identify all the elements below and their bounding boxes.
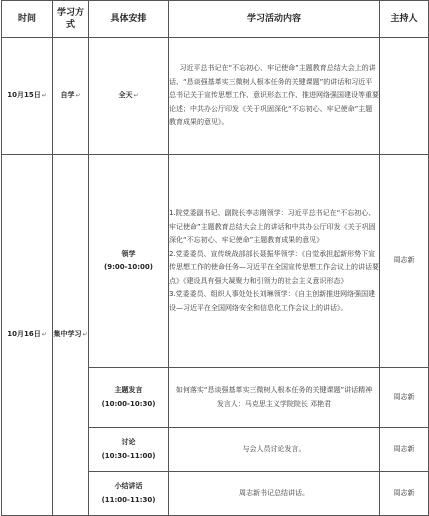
session1-item-3: 3.党委委员、组织人事处处长刘琳领学：《自主创新推进网络强国建设—习近平在全国网络安全和信息化工作会议上的讲话》。: [169, 290, 376, 312]
day1-mode: 自学↵: [53, 38, 89, 155]
session1-host: 周志新: [380, 155, 429, 368]
session3-content: 与会人员讨论发言。: [169, 428, 380, 472]
day2-date: 10月16日↵: [2, 155, 53, 516]
study-schedule-table: [1, 0, 429, 516]
header-study-mode: 学习方式: [53, 1, 89, 38]
header-activity: 学习活动内容: [169, 1, 380, 38]
day1-host: [380, 38, 429, 155]
session2-slot: 主题发言 (10:00-10:30): [89, 368, 169, 428]
row-day1: [2, 38, 429, 155]
session2-content: 如何落实“恳谈强基革实三微树人根本任务的关键课题”讲话精神 发言人：马克思主义学院院长 邓艳君: [169, 368, 380, 428]
paragraph-mark: ↵: [75, 92, 81, 100]
paragraph-mark: ↵: [41, 331, 47, 339]
paragraph-mark: ↵: [82, 331, 88, 339]
session1-slot: 领学 (9:00-10:00): [89, 155, 169, 368]
session1-content: [169, 155, 380, 368]
session4-host: 周志新: [380, 472, 429, 516]
paragraph-mark: ↵: [133, 92, 139, 100]
day1-slot: 全天↵: [89, 38, 169, 155]
session3-host: 周志新: [380, 428, 429, 472]
paragraph-mark: ↵: [41, 92, 47, 100]
header-arrangement: 具体安排: [89, 1, 169, 38]
session2-host: 周志新: [380, 368, 429, 428]
session1-item-1: 1.院党委副书记、副院长李志刚领学：习近平总书记在“不忘初心、牢记使命”主题教育总结大会上的讲话和中共办公厅印发《关于巩固深化“不忘初心、牢记使命”主题教育成果的意见》: [169, 209, 376, 244]
day1-date: 10月15日↵: [2, 38, 53, 155]
day2-mode: 集中学习↵: [53, 155, 89, 516]
row-day2-session1: [2, 155, 429, 368]
session3-slot: 讨论 (10:30-11:00): [89, 428, 169, 472]
session4-slot: 小结讲话 (11:00-11:30): [89, 472, 169, 516]
header-host: 主持人: [380, 1, 429, 38]
header-time: 时间: [2, 1, 53, 38]
day1-content: 习近平总书记在“不忘初心、牢记使命”主题教育总结大会上的讲话、“恳谈强基革实三微树人根本任务的关键课题”的讲话和习近平总书记关于宣传思想工作、意识形态工作、推进网络强国建设等重要论述；中共办公厅印发《关于巩固深化“不忘初心、牢记使命”主题教育成果的意见》。: [169, 38, 380, 155]
session1-item-2: 2.党委委员、宣传统战部部长聂振华领学：《自觉承担起新形势下宣传思想工作的使命任务—习近平在全国宣传思想工作会议上的讲话要点》《建设具有强大凝聚力和引领力的社会主义意识形态》: [169, 249, 379, 285]
header-row: [2, 1, 429, 38]
session4-content: 周志新书记总结讲话。: [169, 472, 380, 516]
